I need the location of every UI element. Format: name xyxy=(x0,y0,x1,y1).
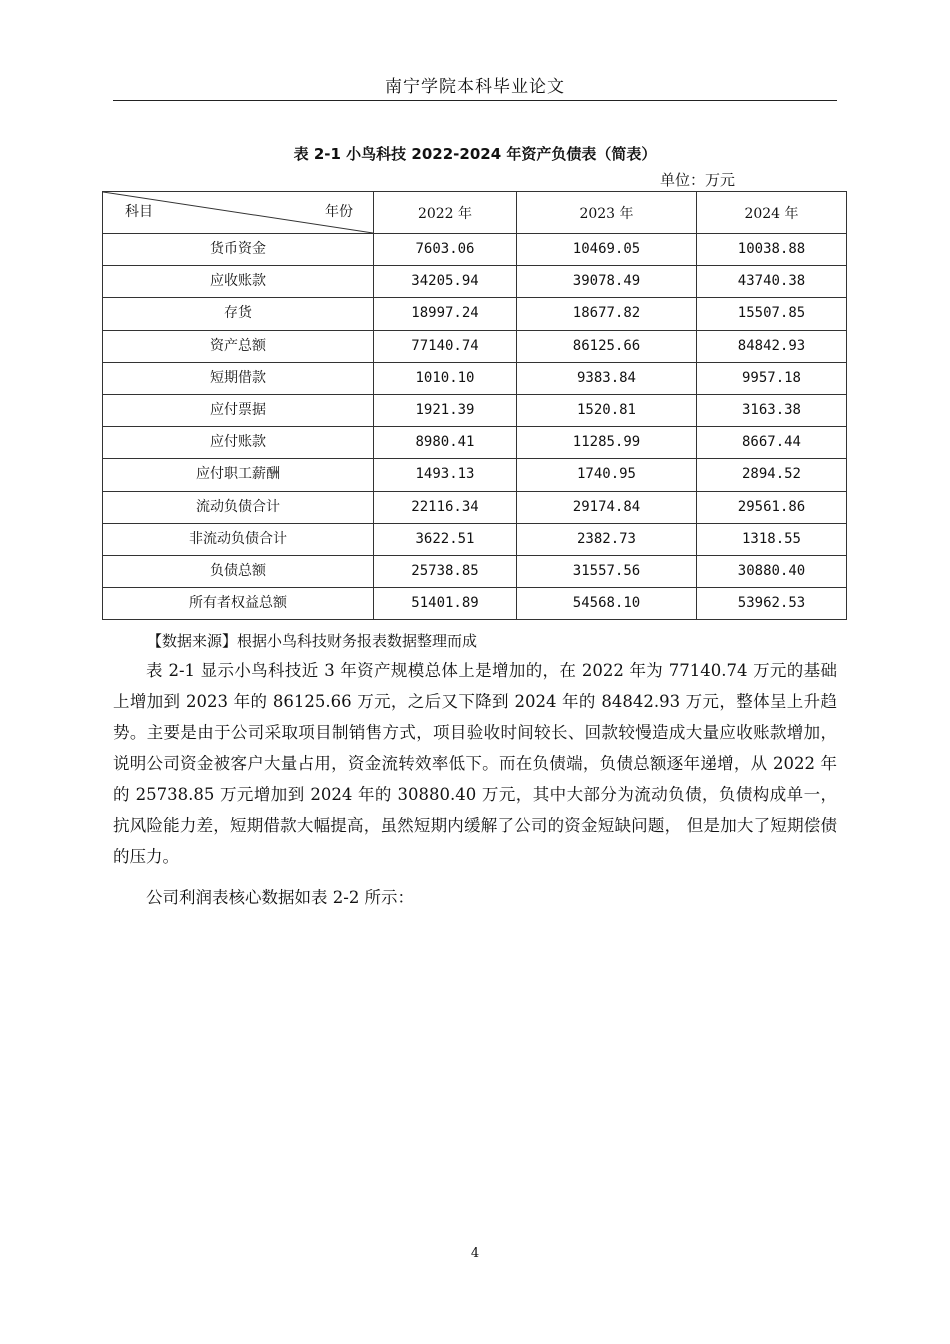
cell-value: 1921.39 xyxy=(374,394,517,426)
table-row xyxy=(103,588,847,620)
table-row xyxy=(103,555,847,587)
cell-value: 1493.13 xyxy=(374,459,517,491)
cell-value: 34205.94 xyxy=(374,266,517,298)
row-label: 应付职工薪酬 xyxy=(103,459,374,491)
table-corner-cell xyxy=(103,192,374,234)
cell-value: 10469.05 xyxy=(517,234,697,266)
table-caption: 表 2-1 小鸟科技 2022-2024 年资产负债表（简表） xyxy=(293,145,657,163)
analysis-paragraph: 表 2-1 显示小鸟科技近 3 年资产规模总体上是增加的，在 2022 年为 77140.74 万元的基础上增加到 2023 年的 86125.66 万元，之后又下降到 2024 年的 84842.93 万元，整体呈上升趋势。主要是由于公司采取项目制销售方式，项目验收时间较长、回款较慢造成大量应收账款增加，说明公司资金被客户大量占用，资金流转效率低下。而在负债端，负债总额逐年递增，从 2022 年的 25738.85 万元增加到 2024 年的 30880.40 万元，其中大部分为流动负债，负债构成单一，抗风险能力差，短期借款大幅提高，虽然短期内缓解了公司的资金短缺问题， 但是加大了短期偿债的压力。 xyxy=(113,661,837,866)
cell-value: 8667.44 xyxy=(697,427,847,459)
cell-value: 54568.10 xyxy=(517,588,697,620)
cell-value: 86125.66 xyxy=(517,330,697,362)
row-label: 非流动负债合计 xyxy=(103,523,374,555)
corner-col-label: 年份 xyxy=(325,204,353,220)
row-label: 资产总额 xyxy=(103,330,374,362)
row-label: 应付账款 xyxy=(103,427,374,459)
column-header: 2023 年 xyxy=(517,192,697,234)
table-row xyxy=(103,266,847,298)
cell-value: 43740.38 xyxy=(697,266,847,298)
cell-value: 10038.88 xyxy=(697,234,847,266)
row-label: 流动负债合计 xyxy=(103,491,374,523)
cell-value: 22116.34 xyxy=(374,491,517,523)
cell-value: 8980.41 xyxy=(374,427,517,459)
header-divider xyxy=(113,100,837,101)
page-header-title: 南宁学院本科毕业论文 xyxy=(385,77,565,97)
balance-sheet-table xyxy=(102,191,847,620)
cell-value: 30880.40 xyxy=(697,555,847,587)
row-label: 所有者权益总额 xyxy=(103,588,374,620)
cell-value: 29174.84 xyxy=(517,491,697,523)
cell-value: 15507.85 xyxy=(697,298,847,330)
cell-value: 9957.18 xyxy=(697,362,847,394)
cell-value: 1318.55 xyxy=(697,523,847,555)
cell-value: 7603.06 xyxy=(374,234,517,266)
cell-value: 3622.51 xyxy=(374,523,517,555)
column-header: 2022 年 xyxy=(374,192,517,234)
intro-paragraph: 公司利润表核心数据如表 2-2 所示： xyxy=(146,888,415,907)
row-label: 存货 xyxy=(103,298,374,330)
cell-value: 3163.38 xyxy=(697,394,847,426)
cell-value: 39078.49 xyxy=(517,266,697,298)
table-header-row xyxy=(103,192,847,234)
row-label: 应收账款 xyxy=(103,266,374,298)
table-row xyxy=(103,330,847,362)
cell-value: 2382.73 xyxy=(517,523,697,555)
row-label: 短期借款 xyxy=(103,362,374,394)
data-source-note: 【数据来源】根据小鸟科技财务报表数据整理而成 xyxy=(147,632,478,650)
table-row xyxy=(103,394,847,426)
cell-value: 29561.86 xyxy=(697,491,847,523)
cell-value: 18677.82 xyxy=(517,298,697,330)
row-label: 货币资金 xyxy=(103,234,374,266)
table-row xyxy=(103,298,847,330)
cell-value: 11285.99 xyxy=(517,427,697,459)
cell-value: 77140.74 xyxy=(374,330,517,362)
cell-value: 18997.24 xyxy=(374,298,517,330)
table-unit: 单位：万元 xyxy=(660,171,736,189)
cell-value: 2894.52 xyxy=(697,459,847,491)
cell-value: 9383.84 xyxy=(517,362,697,394)
cell-value: 1010.10 xyxy=(374,362,517,394)
row-label: 应付票据 xyxy=(103,394,374,426)
column-header: 2024 年 xyxy=(697,192,847,234)
cell-value: 84842.93 xyxy=(697,330,847,362)
table-row xyxy=(103,234,847,266)
table-row xyxy=(103,362,847,394)
cell-value: 51401.89 xyxy=(374,588,517,620)
corner-row-label: 科目 xyxy=(125,204,153,220)
page-number: 4 xyxy=(470,1246,480,1261)
cell-value: 1740.95 xyxy=(517,459,697,491)
cell-value: 25738.85 xyxy=(374,555,517,587)
cell-value: 31557.56 xyxy=(517,555,697,587)
row-label: 负债总额 xyxy=(103,555,374,587)
cell-value: 1520.81 xyxy=(517,394,697,426)
table-row xyxy=(103,459,847,491)
table-row xyxy=(103,427,847,459)
cell-value: 53962.53 xyxy=(697,588,847,620)
table-row xyxy=(103,523,847,555)
table-row xyxy=(103,491,847,523)
